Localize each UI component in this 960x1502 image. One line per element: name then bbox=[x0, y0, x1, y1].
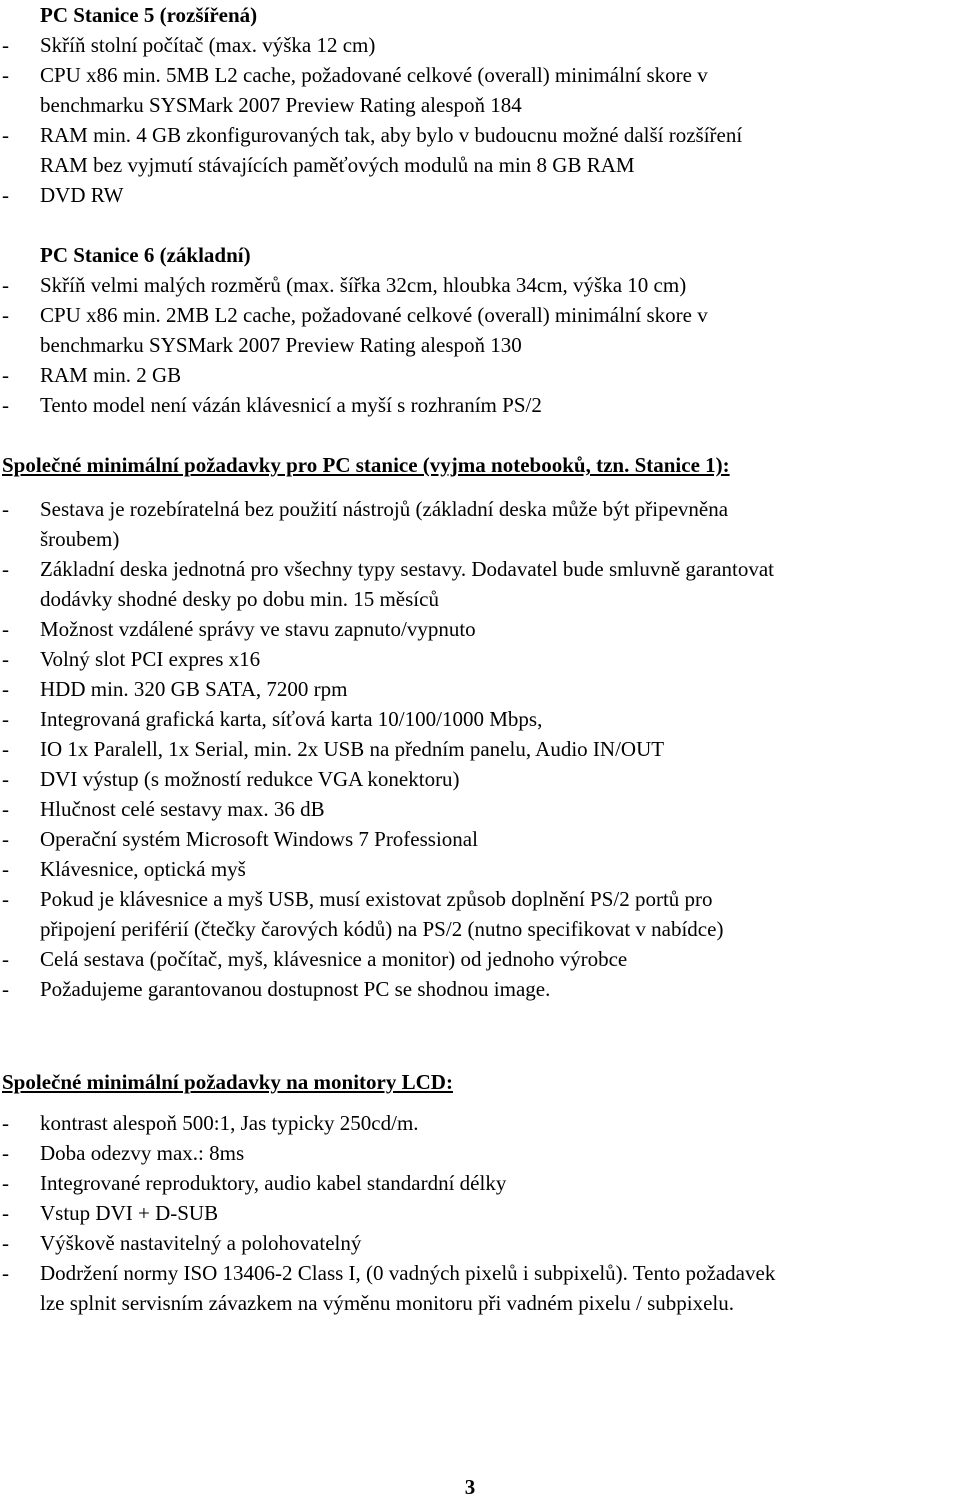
section-pc-stanice-6 bbox=[0, 240, 960, 420]
list-item: - Základní deska jednotná pro všechny typy sestavy. Dodavatel bude smluvně garantovat dodávky shodné desky po dobu min. 15 měsíců bbox=[2, 557, 775, 611]
list-item: - Integrovaná grafická karta, síťová karta 10/100/1000 Mbps, bbox=[2, 707, 543, 731]
list-item: - Doba odezvy max.: 8ms bbox=[2, 1141, 245, 1165]
section-heading: Společné minimální požadavky pro PC stanice (vyjma notebooků, tzn. Stanice 1): bbox=[2, 453, 730, 477]
section-pc-stanice-5 bbox=[0, 0, 960, 210]
list-item: - Klávesnice, optická myš bbox=[2, 857, 246, 881]
list-item: - Integrované reproduktory, audio kabel standardní délky bbox=[2, 1171, 507, 1195]
list-item: - Vstup DVI + D-SUB bbox=[2, 1201, 219, 1225]
list-item: - RAM min. 4 GB zkonfigurovaných tak, aby bylo v budoucnu možné další rozšíření RAM bez vyjmutí stávajících paměťových modulů na min 8 GB RAM bbox=[2, 123, 743, 177]
section-heading: PC Stanice 5 (rozšířená) bbox=[40, 3, 258, 27]
list-item: - Skříň stolní počítač (max. výška 12 cm) bbox=[2, 33, 376, 57]
page-number: 3 bbox=[464, 1475, 476, 1499]
list-item: - DVD RW bbox=[2, 183, 124, 207]
list-item: - CPU x86 min. 2MB L2 cache, požadované celkové (overall) minimální skore v benchmarku SYSMark 2007 Preview Rating alespoň 130 bbox=[2, 303, 708, 357]
list-item: - Sestava je rozebíratelná bez použití nástrojů (základní deska může být připevněna šroubem) bbox=[2, 497, 729, 551]
list-item: - IO 1x Paralell, 1x Serial, min. 2x USB na předním panelu, Audio IN/OUT bbox=[2, 737, 665, 761]
list-item: - DVI výstup (s možností redukce VGA konektoru) bbox=[2, 767, 460, 791]
list-item: - Výškově nastavitelný a polohovatelný bbox=[2, 1231, 362, 1255]
list-item: - Volný slot PCI expres x16 bbox=[2, 647, 261, 671]
list-item: - Požadujeme garantovanou dostupnost PC se shodnou image. bbox=[2, 977, 551, 1001]
section-common-pc-requirements bbox=[0, 450, 960, 1004]
list-item: - RAM min. 2 GB bbox=[2, 363, 182, 387]
list-item: - Operační systém Microsoft Windows 7 Professional bbox=[2, 827, 478, 851]
list-item: - Skříň velmi malých rozměrů (max. šířka 32cm, hloubka 34cm, výška 10 cm) bbox=[2, 273, 687, 297]
list-item: - CPU x86 min. 5MB L2 cache, požadované celkové (overall) minimální skore v benchmarku SYSMark 2007 Preview Rating alespoň 184 bbox=[2, 63, 708, 117]
list-item: - HDD min. 320 GB SATA, 7200 rpm bbox=[2, 677, 348, 701]
list-item: - Pokud je klávesnice a myš USB, musí existovat způsob doplnění PS/2 portů pro připojení periférií (čtečky čarových kódů) na PS/2 (nutno specifikovat v nabídce) bbox=[2, 887, 724, 941]
section-heading: PC Stanice 6 (základní) bbox=[40, 243, 251, 267]
list-item: - Možnost vzdálené správy ve stavu zapnuto/vypnuto bbox=[2, 617, 476, 641]
list-item: - Celá sestava (počítač, myš, klávesnice a monitor) od jednoho výrobce bbox=[2, 947, 628, 971]
list-item: - Hlučnost celé sestavy max. 36 dB bbox=[2, 797, 325, 821]
section-heading: Společné minimální požadavky na monitory LCD: bbox=[2, 1070, 453, 1094]
list-item: - kontrast alespoň 500:1, Jas typicky 250cd/m. bbox=[2, 1111, 419, 1135]
section-monitor-requirements bbox=[0, 1067, 960, 1318]
list-item: - Tento model není vázán klávesnicí a myší s rozhraním PS/2 bbox=[2, 393, 542, 417]
list-item: - Dodržení normy ISO 13406-2 Class I, (0 vadných pixelů i subpixelů). Tento požadavek lze splnit servisním závazkem na výměnu monitoru při vadném pixelu / subpixelu. bbox=[2, 1261, 776, 1315]
